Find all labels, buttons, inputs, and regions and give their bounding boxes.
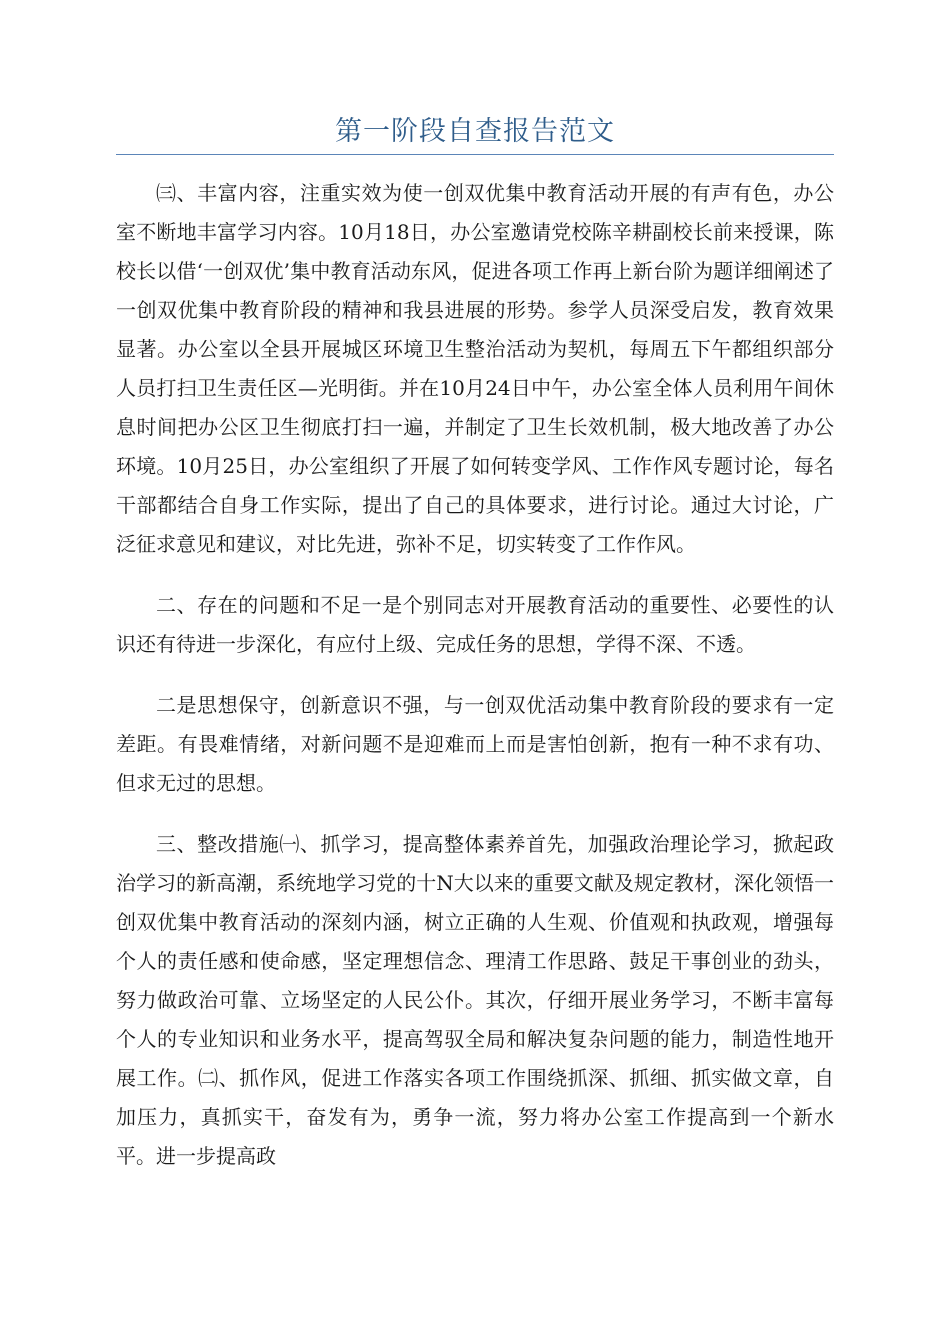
document-body	[116, 174, 834, 1198]
title-underline	[116, 154, 834, 155]
document-title: 第一阶段自查报告范文	[335, 116, 615, 147]
paragraph-enrich-content: ㈢、丰富内容，注重实效为使一创双优集中教育活动开展的有声有色，办公室不断地丰富学习内容。10月18日，办公室邀请党校陈辛耕副校长前来授课，陈校长以借‘一创双优’集中教育活动东风，促进各项工作再上新台阶为题详细阐述了一创双优集中教育阶段的精神和我县进展的形势。参学人员深受启发，教育效果显著。办公室以全县开展城区环境卫生整治活动为契机，每周五下午都组织部分人员打扫卫生责任区—光明街。并在10月24日中午，办公室全体人员利用午间休息时间把办公区卫生彻底打扫一遍，并制定了卫生长效机制，极大地改善了办公环境。10月25日，办公室组织了开展了如何转变学风、工作作风专题讨论，每名干部都结合自身工作实际，提出了自己的具体要求，进行讨论。通过大讨论，广泛征求意见和建议，对比先进，弥补不足，切实转变了工作作风。	[116, 181, 834, 556]
paragraph-problems: 二、存在的问题和不足一是个别同志对开展教育活动的重要性、必要性的认识还有待进一步深化，有应付上级、完成任务的思想，学得不深、不透。	[116, 593, 834, 656]
paragraph-rectification-measures: 三、整改措施㈠、抓学习，提高整体素养首先，加强政治理论学习，掀起政治学习的新高潮，系统地学习党的十N大以来的重要文献及规定教材，深化领悟一创双优集中教育活动的深刻内涵，树立正确的人生观、价值观和执政观，增强每个人的责任感和使命感，坚定理想信念、理清工作思路、鼓足干事创业的劲头，努力做政治可靠、立场坚定的人民公仆。其次，仔细开展业务学习，不断丰富每个人的专业知识和业务水平，提高驾驭全局和解决复杂问题的能力，制造性地开展工作。㈡、抓作风，促进工作落实各项工作围绕抓深、抓细、抓实做文章，自加压力，真抓实干，奋发有为，勇争一流，努力将办公室工作提高到一个新水平。进一步提高政	[116, 832, 834, 1168]
paragraph-conservative-thinking: 二是思想保守，创新意识不强，与一创双优活动集中教育阶段的要求有一定差距。有畏难情绪，对新问题不是迎难而上而是害怕创新，抱有一种不求有功、但求无过的思想。	[116, 693, 834, 795]
